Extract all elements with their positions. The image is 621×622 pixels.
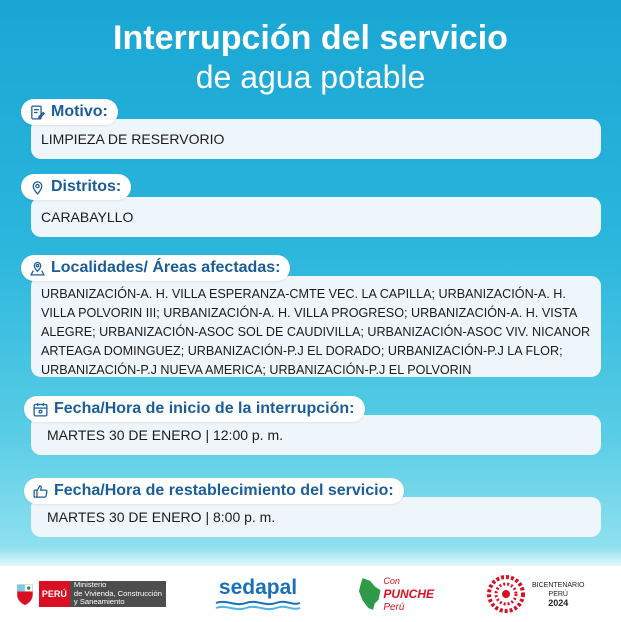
motivo-value: LIMPIEZA DE RESERVORIO — [41, 131, 225, 147]
motivo-label-text: Motivo: — [51, 103, 108, 120]
con-punche-line-3: Perú — [383, 601, 405, 613]
sedapal-logo — [212, 566, 304, 622]
inicio-value: MARTES 30 DE ENERO | 12:00 p. m. — [47, 427, 284, 443]
bicentenario-text — [532, 581, 585, 608]
title-line-2: de agua potable — [195, 59, 426, 95]
footer — [0, 566, 621, 622]
localidades-label — [21, 255, 290, 281]
distritos-value: CARABAYLLO — [41, 209, 134, 225]
bicentenario-line-3: 2024 — [548, 597, 569, 608]
document-edit-icon — [29, 104, 46, 121]
thumbs-up-icon — [32, 483, 49, 500]
bicentenario-logo — [486, 566, 612, 622]
ministerio-line-2: de Vivienda, Construcción — [73, 588, 162, 598]
distritos-label-text: Distritos: — [51, 178, 122, 195]
localidades-value: URBANIZACIÓN-A. H. VILLA ESPERANZA-CMTE VEC. LA CAPILLA; URBANIZACIÓN-A. H. VILLA POLVORIN III; URBANIZACIÓN-A. H. VILLA PROGRESO; URBANIZACIÓN-A. H. VISTA ALEGRE; URBANIZACIÓN-ASOC SOL DE CAUDIVILLA; URBANIZACIÓN-ASOC VIV. NICANOR ARTEAGA DOMINGUEZ; URBANIZACIÓN-P.J EL DORADO; URBANIZACIÓN-P.J LA FLOR; URBANIZACIÓN-P.J NUEVA AMERICA; URBANIZACIÓN-P.J EL POLVORIN — [41, 287, 591, 377]
motivo-label — [21, 99, 118, 125]
con-punche-line-2: PUNCHE — [383, 586, 434, 601]
con-punche-text — [383, 575, 434, 614]
bicentenario-emblem-icon — [486, 574, 526, 614]
restablecimiento-label-text: Fecha/Hora de restablecimiento del servicio: — [54, 482, 394, 499]
con-punche-line-1: Con — [383, 575, 400, 586]
peru-coat-of-arms-icon — [14, 579, 36, 609]
inicio-label — [24, 396, 365, 422]
distritos-label — [21, 174, 131, 200]
sedapal-wordmark: sedapal — [218, 576, 298, 599]
bicentenario-line-2: PERÚ — [548, 590, 568, 598]
ministerio-line-1: Ministerio — [73, 580, 107, 590]
restablecimiento-value: MARTES 30 DE ENERO | 8:00 p. m. — [47, 509, 276, 525]
peru-badge: PERÚ — [39, 581, 70, 607]
restablecimiento-label — [24, 478, 404, 504]
title-line-1: Interrupción del servicio — [113, 19, 508, 57]
localidades-box — [31, 276, 601, 377]
distritos-box — [31, 197, 601, 237]
waves-icon — [214, 599, 302, 611]
localidades-label-text: Localidades/ Áreas afectadas: — [51, 259, 281, 276]
inicio-label-text: Fecha/Hora de inicio de la interrupción: — [54, 400, 355, 417]
peru-map-icon — [358, 575, 382, 613]
ministerio-line-3: y Saneamiento — [73, 597, 125, 607]
ministerio-logo — [14, 566, 166, 622]
ministerio-text-block — [70, 581, 166, 607]
map-pin-icon — [29, 260, 46, 277]
motivo-box — [31, 119, 601, 159]
bicentenario-line-1: BICENTENARIO — [532, 581, 585, 589]
location-pin-icon — [29, 179, 46, 196]
calendar-icon — [32, 401, 49, 418]
con-punche-peru-logo — [358, 566, 434, 622]
